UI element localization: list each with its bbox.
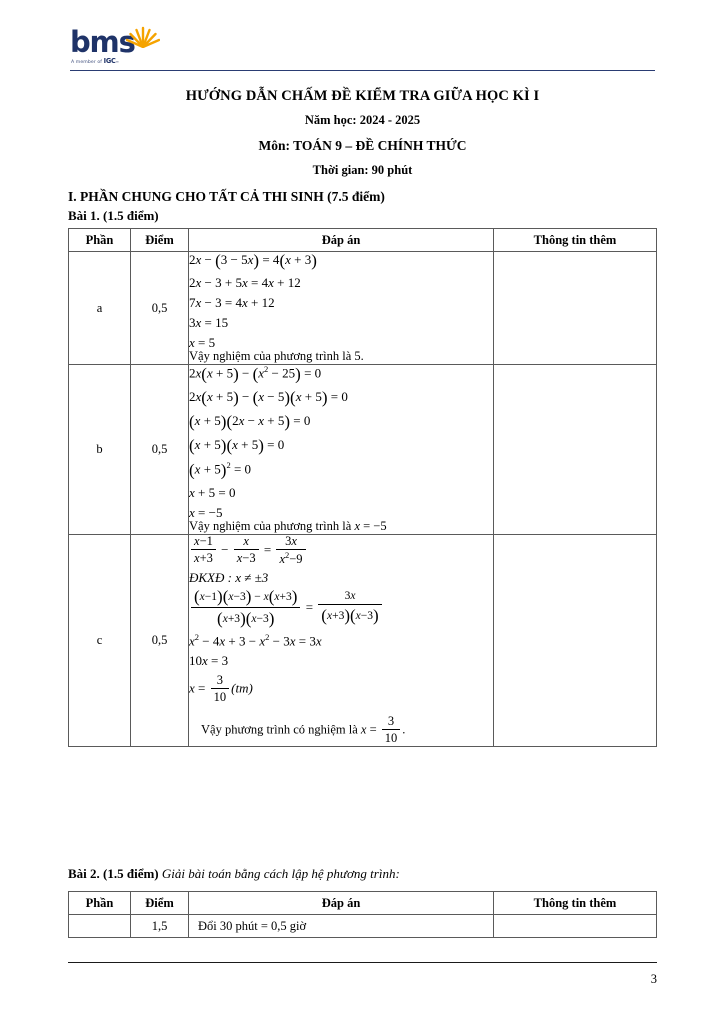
page-title: HƯỚNG DẪN CHẤM ĐỀ KIỂM TRA GIỮA HỌC KÌ I: [185, 88, 540, 104]
sunburst-icon: [126, 22, 160, 48]
row-b-conclusion: Vậy nghiệm của phương trình là x = −5: [189, 518, 387, 533]
row-c-diem: 0,5: [131, 534, 189, 747]
row-c-thong-tin: [494, 534, 657, 747]
table-header-row: [69, 229, 657, 252]
header-dap-an: Đáp án: [189, 229, 494, 252]
header-diem: Điểm: [131, 229, 189, 252]
row-a-phan: a: [69, 252, 131, 365]
row-c-phan: c: [69, 534, 131, 747]
row-a-conclusion: Vậy nghiệm của phương trình là 5.: [189, 349, 364, 363]
logo-tagline-prefix: A member of: [71, 60, 102, 65]
row-c-equation-2: $\frac{(x-1)(x-3) - x(x+3)}{(x+3)(x-3)}$ = $\frac{3x}{(x+3)(x-3)}$: [189, 588, 493, 629]
bai2-answer-table: [68, 891, 657, 938]
row-b-phan: b: [69, 365, 131, 535]
row-a-dap-an: 2x − (3 − 5x) = 4(x + 3) 2x − 3 + 5x = 4x + 12 7x − 3 = 4x + 12 3x = 15 x = 5 Vậy nghiệm của phương trình là 5.: [189, 252, 494, 365]
row-a-thong-tin: [494, 252, 657, 365]
logo-tagline: [71, 57, 119, 65]
logo-tagline-suffix: ≡: [115, 59, 120, 64]
header-thong-tin-them: Thông tin thêm: [494, 229, 657, 252]
header-thong-tin-them: Thông tin thêm: [494, 892, 657, 915]
header-phan: Phần: [69, 892, 131, 915]
logo-wordmark: bms: [70, 25, 135, 59]
section-part-one: I. PHẦN CHUNG CHO TẤT CẢ THI SINH (7.5 điểm): [68, 189, 385, 204]
table-row: [69, 365, 657, 535]
bai2-row-diem: 1,5: [131, 915, 189, 938]
header-diem: Điểm: [131, 892, 189, 915]
bai2-row-phan: [69, 915, 131, 938]
header-dap-an: Đáp án: [189, 892, 494, 915]
table-row: [69, 534, 657, 747]
subject-line: Môn: TOÁN 9 – ĐỀ CHÍNH THỨC: [258, 138, 467, 153]
bms-logo: [70, 22, 190, 68]
row-b-thong-tin: [494, 365, 657, 535]
row-c-equation-1: $\frac{x-1}{x+3}$ − $\frac{x}{x-3}$ = $\frac{3x}{x^2-9}$: [189, 535, 493, 567]
bai2-heading: [68, 866, 400, 882]
row-c-condition: ĐKXĐ : x ≠ ±3: [189, 569, 269, 585]
row-c-dap-an: $\frac{x-1}{x+3}$ − $\frac{x}{x-3}$ = $\frac{3x}{x^2-9}$ ĐKXĐ : x ≠ ±3 $\frac{(x-1)(x-3) - x(x+3)}{(x+3)(x-3)}$ = $\frac{3x}{(x+3)(x-3)}$ $x^2 - 4x + 3 - x^2 - 3x = 3x$ 10x = 3 x = $\frac{3}{10}$ (tm) Vậy phương trình có nghiệm là x = $\frac{3}{10}$ .: [189, 534, 494, 747]
footer-divider: [68, 962, 657, 963]
row-c-conclusion: Vậy phương trình có nghiệm là x = $\frac{3}{10}$ .: [201, 714, 406, 746]
duration-line: Thời gian: 90 phút: [312, 163, 413, 177]
row-a-diem: 0,5: [131, 252, 189, 365]
bai1-answer-table: [68, 228, 657, 747]
school-year: Năm học: 2024 - 2025: [304, 113, 421, 127]
table-row: [69, 915, 657, 938]
header-divider: [70, 70, 655, 71]
row-b-diem: 0,5: [131, 365, 189, 535]
header-phan: Phần: [69, 229, 131, 252]
row-b-dap-an: $2x(x + 5) - (x^2 - 25) = 0$ 2x(x + 5) − (x − 5)(x + 5) = 0 (x + 5)(2x − x + 5) = 0 (x + 5)(x + 5) = 0 $(x + 5)^2 = 0$ x + 5 = 0 x = −5 Vậy nghiệm của phương trình là x = −5: [189, 365, 494, 535]
table-row: [69, 252, 657, 365]
bai2-label: Bài 2. (1.5 điểm): [68, 866, 159, 881]
row-c-solution: x = $\frac{3}{10}$ (tm): [189, 673, 253, 705]
logo-tagline-brand: IGC: [103, 57, 116, 65]
bai1-heading: Bài 1. (1.5 điểm): [68, 208, 159, 223]
bai2-instruction: Giải bài toán bằng cách lập hệ phương trình:: [161, 866, 400, 881]
table-header-row: [69, 892, 657, 915]
bai2-row-dap-an: Đổi 30 phút = 0,5 giờ: [189, 915, 494, 938]
page-number: 3: [650, 972, 657, 986]
bai2-row-thong-tin: [494, 915, 657, 938]
